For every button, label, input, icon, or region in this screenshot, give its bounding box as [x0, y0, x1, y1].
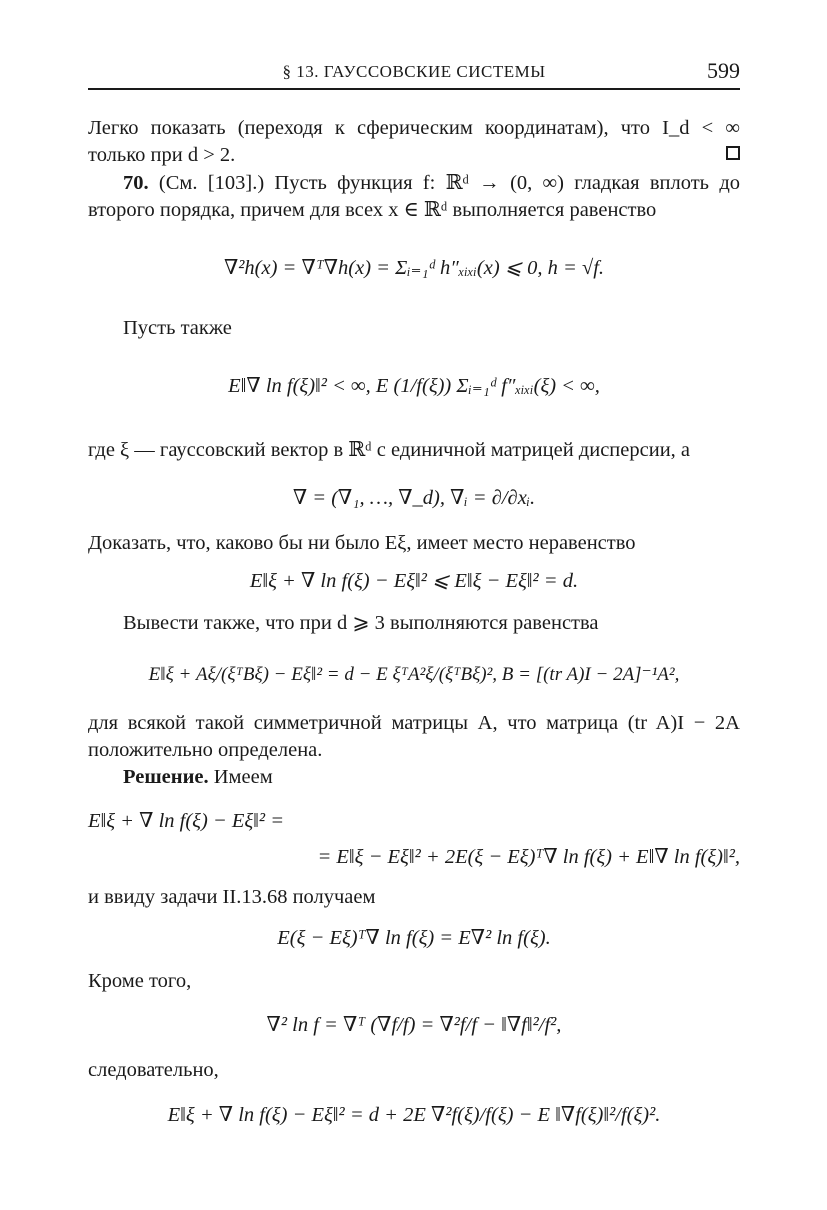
- formula: E‖∇ ln f(ξ)‖² < ∞, E (1/f(ξ)) Σᵢ₌₁ᵈ f″ₓᵢₓᵢ(ξ) < ∞,: [228, 375, 600, 397]
- text-line: Кроме того,: [88, 970, 192, 992]
- formula: ∇ = (∇₁, …, ∇_d), ∇ᵢ = ∂/∂xᵢ.: [292, 487, 536, 509]
- problem-number: 70.: [123, 172, 149, 194]
- text-line-content: только при d > 2.: [88, 144, 236, 166]
- section-title: § 13. ГАУССОВСКИЕ СИСТЕМЫ: [282, 62, 546, 81]
- formula: E‖ξ + ∇ ln f(ξ) − Eξ‖² ⩽ E‖ξ − Eξ‖² = d.: [249, 570, 579, 592]
- text-line-content: (См. [103].) Пусть функция f: ℝᵈ → (0, ∞) гладкая вплоть до: [148, 172, 740, 194]
- text-line: положительно определена.: [88, 739, 323, 761]
- text-line: Пусть также: [123, 317, 232, 339]
- formula: ∇² ln f = ∇ᵀ (∇f/f) = ∇²f/f − ‖∇f‖²/f²,: [266, 1014, 562, 1036]
- text-line: [88, 142, 740, 168]
- text-line: Доказать, что, каково бы ни было Eξ, имеет место неравенство: [88, 532, 636, 554]
- text-line: следовательно,: [88, 1059, 219, 1081]
- solution-heading: [123, 764, 740, 790]
- text-line: Легко показать (переходя к сферическим координатам), что I_d < ∞: [88, 117, 740, 139]
- text-line: где ξ — гауссовский вектор в ℝᵈ с единичной матрицей дисперсии, а: [88, 439, 691, 461]
- text-line: второго порядка, причем для всех x ∈ ℝᵈ выполняется равенство: [88, 199, 657, 221]
- formula: E‖ξ + ∇ ln f(ξ) − Eξ‖² = d + 2E ∇²f(ξ)/f(ξ) − E ‖∇f(ξ)‖²/f(ξ)².: [167, 1104, 661, 1126]
- formula: E(ξ − Eξ)ᵀ∇ ln f(ξ) = E∇² ln f(ξ).: [277, 927, 551, 949]
- text-line: для всякой такой симметричной матрицы A, что матрица (tr A)I − 2A: [88, 712, 740, 734]
- text-line: и ввиду задачи II.13.68 получаем: [88, 886, 376, 908]
- problem-statement: [123, 170, 740, 196]
- page-number: 599: [707, 58, 740, 83]
- qed-square-icon: [726, 146, 740, 160]
- formula: E‖ξ + Aξ/(ξᵀBξ) − Eξ‖² = d − E ξᵀA²ξ/(ξᵀBξ)², B = [(tr A)I − 2A]⁻¹A²,: [148, 664, 680, 685]
- running-header: [88, 58, 740, 90]
- text-line: Вывести также, что при d ⩾ 3 выполняются равенства: [123, 612, 599, 634]
- solution-label: Решение.: [123, 766, 209, 788]
- formula: ∇²h(x) = ∇ᵀ∇h(x) = Σᵢ₌₁ᵈ h″ₓᵢₓᵢ(x) ⩽ 0, h = √f.: [223, 257, 605, 279]
- text-line-content: Имеем: [208, 766, 273, 788]
- formula: E‖ξ + ∇ ln f(ξ) − Eξ‖² =: [88, 810, 285, 832]
- formula: = E‖ξ − Eξ‖² + 2E(ξ − Eξ)ᵀ∇ ln f(ξ) + E‖∇ ln f(ξ)‖²,: [317, 846, 740, 868]
